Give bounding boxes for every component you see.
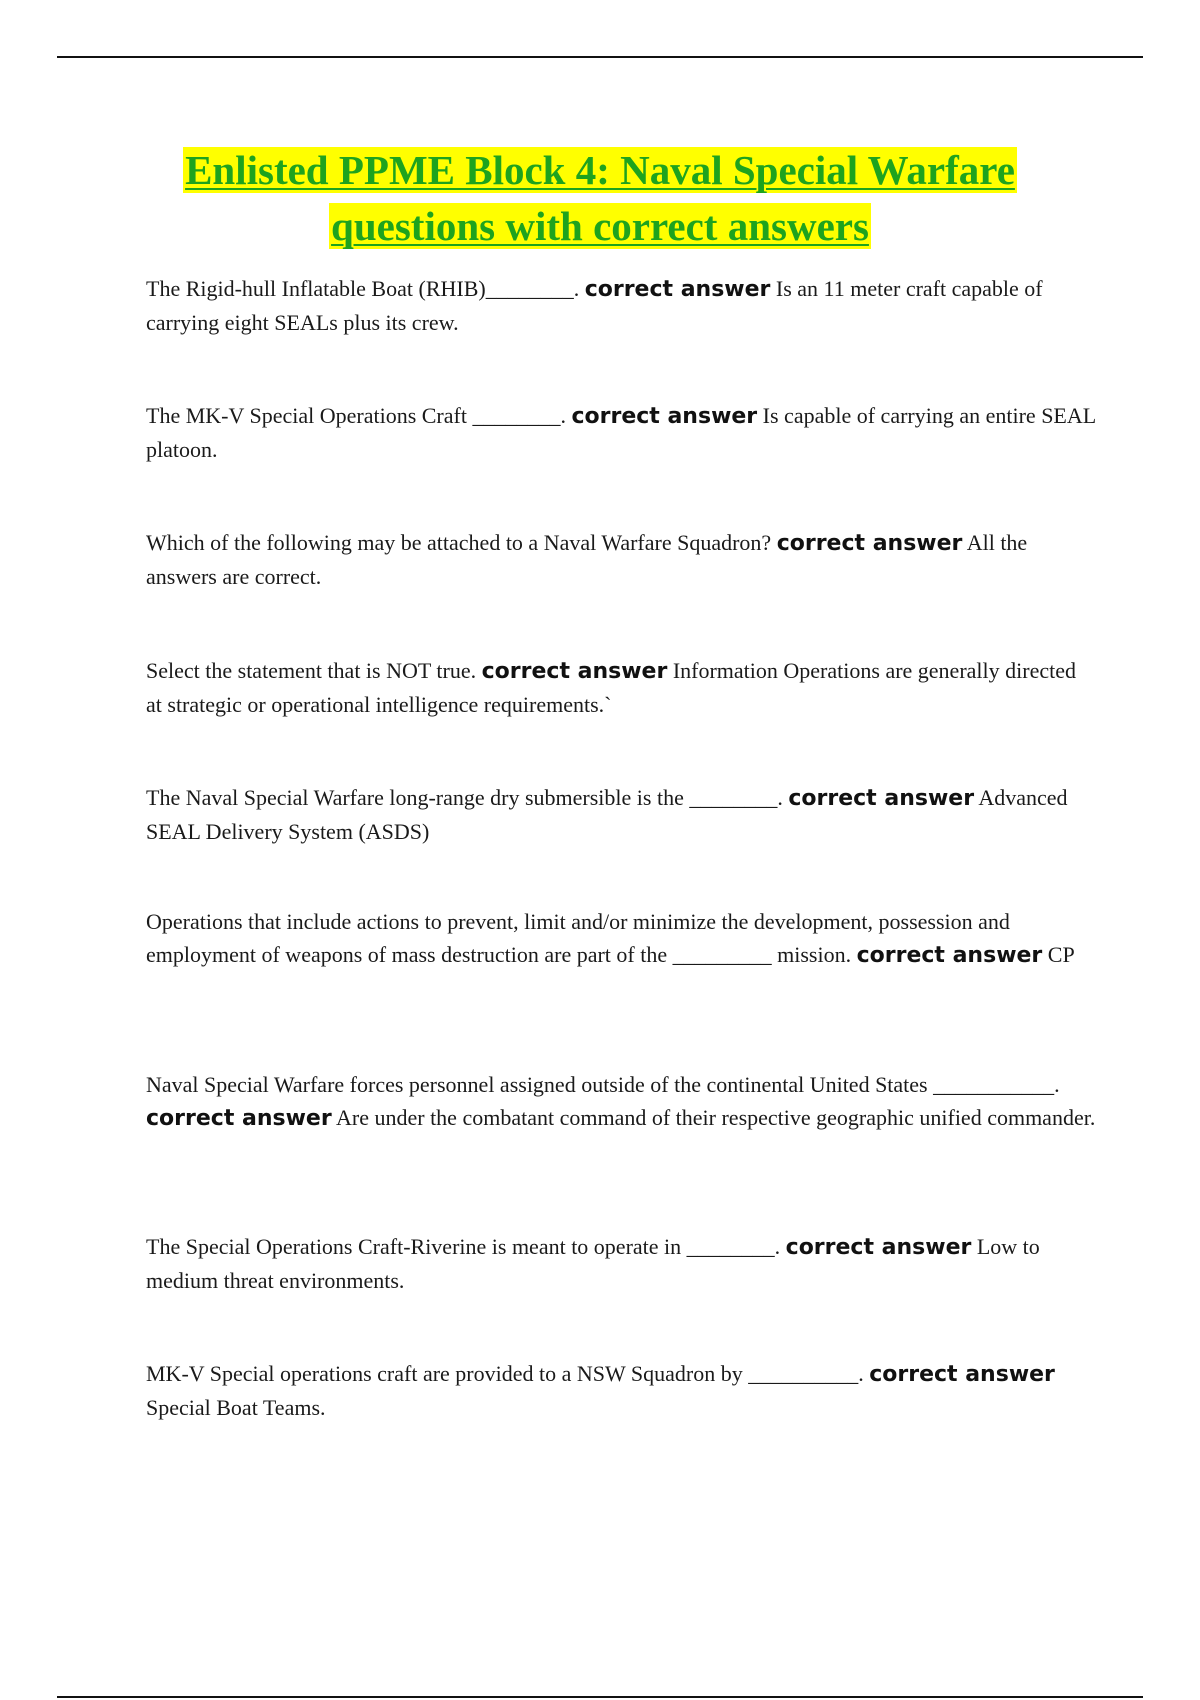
question-text: The Special Operations Craft-Riverine is meant to operate in ________. (146, 1234, 781, 1259)
qa-item-8 (146, 1230, 1096, 1297)
question-text: Operations that include actions to prevent, limit and/or minimize the development, possession and employment of weapons of mass destruction are part of the _________ mission. (146, 909, 1010, 967)
answer-text: CP (1047, 942, 1075, 967)
answer-text: Special Boat Teams. (146, 1395, 326, 1420)
answer-text: Information Operations are generally directed at strategic or operational intelligence requirements.` (146, 658, 1076, 717)
correct-answer-label: correct answer (785, 1235, 972, 1260)
answer-text: Are under the combatant command of their respective geographic unified commander. (336, 1105, 1096, 1130)
qa-item-2 (146, 399, 1096, 466)
bottom-rule (57, 1696, 1143, 1698)
correct-answer-label: correct answer (856, 943, 1043, 968)
question-text: Naval Special Warfare forces personnel assigned outside of the continental United States ___________. (146, 1072, 1060, 1097)
correct-answer-label: correct answer (584, 277, 771, 302)
question-text: The Naval Special Warfare long-range dry submersible is the ________. (146, 785, 783, 810)
qa-item-7 (146, 1068, 1096, 1135)
answer-text: Low to medium threat environments. (146, 1234, 1040, 1293)
qa-item-9 (146, 1357, 1096, 1424)
question-text: Select the statement that is NOT true. (146, 658, 477, 683)
answer-text: Is capable of carrying an entire SEAL platoon. (146, 403, 1096, 462)
correct-answer-label: correct answer (571, 404, 758, 429)
correct-answer-label: correct answer (788, 786, 975, 811)
qa-item-5 (146, 781, 1096, 848)
correct-answer-label: correct answer (146, 1106, 332, 1131)
title-line-2: questions with correct answers (331, 203, 869, 249)
question-text: MK-V Special operations craft are provided to a NSW Squadron by __________. (146, 1361, 864, 1386)
answer-text: Is an 11 meter craft capable of carrying eight SEALs plus its crew. (146, 276, 1043, 335)
question-text: Which of the following may be attached to a Naval Warfare Squadron? (146, 530, 772, 555)
qa-item-1 (146, 272, 1096, 339)
qa-item-4 (146, 654, 1096, 721)
correct-answer-label: correct answer (481, 659, 668, 684)
title-line-1: Enlisted PPME Block 4: Naval Special Warfare (185, 147, 1015, 193)
qa-item-6 (146, 905, 1096, 972)
question-text: The Rigid-hull Inflatable Boat (RHIB)________. (146, 276, 580, 301)
document-title (100, 142, 1100, 254)
question-text: The MK-V Special Operations Craft ________. (146, 403, 566, 428)
answer-text: All the answers are correct. (146, 530, 1028, 589)
correct-answer-label: correct answer (869, 1362, 1055, 1387)
top-rule (57, 56, 1143, 58)
qa-item-3 (146, 526, 1096, 593)
correct-answer-label: correct answer (776, 531, 963, 556)
answer-text: Advanced SEAL Delivery System (ASDS) (146, 785, 1068, 844)
